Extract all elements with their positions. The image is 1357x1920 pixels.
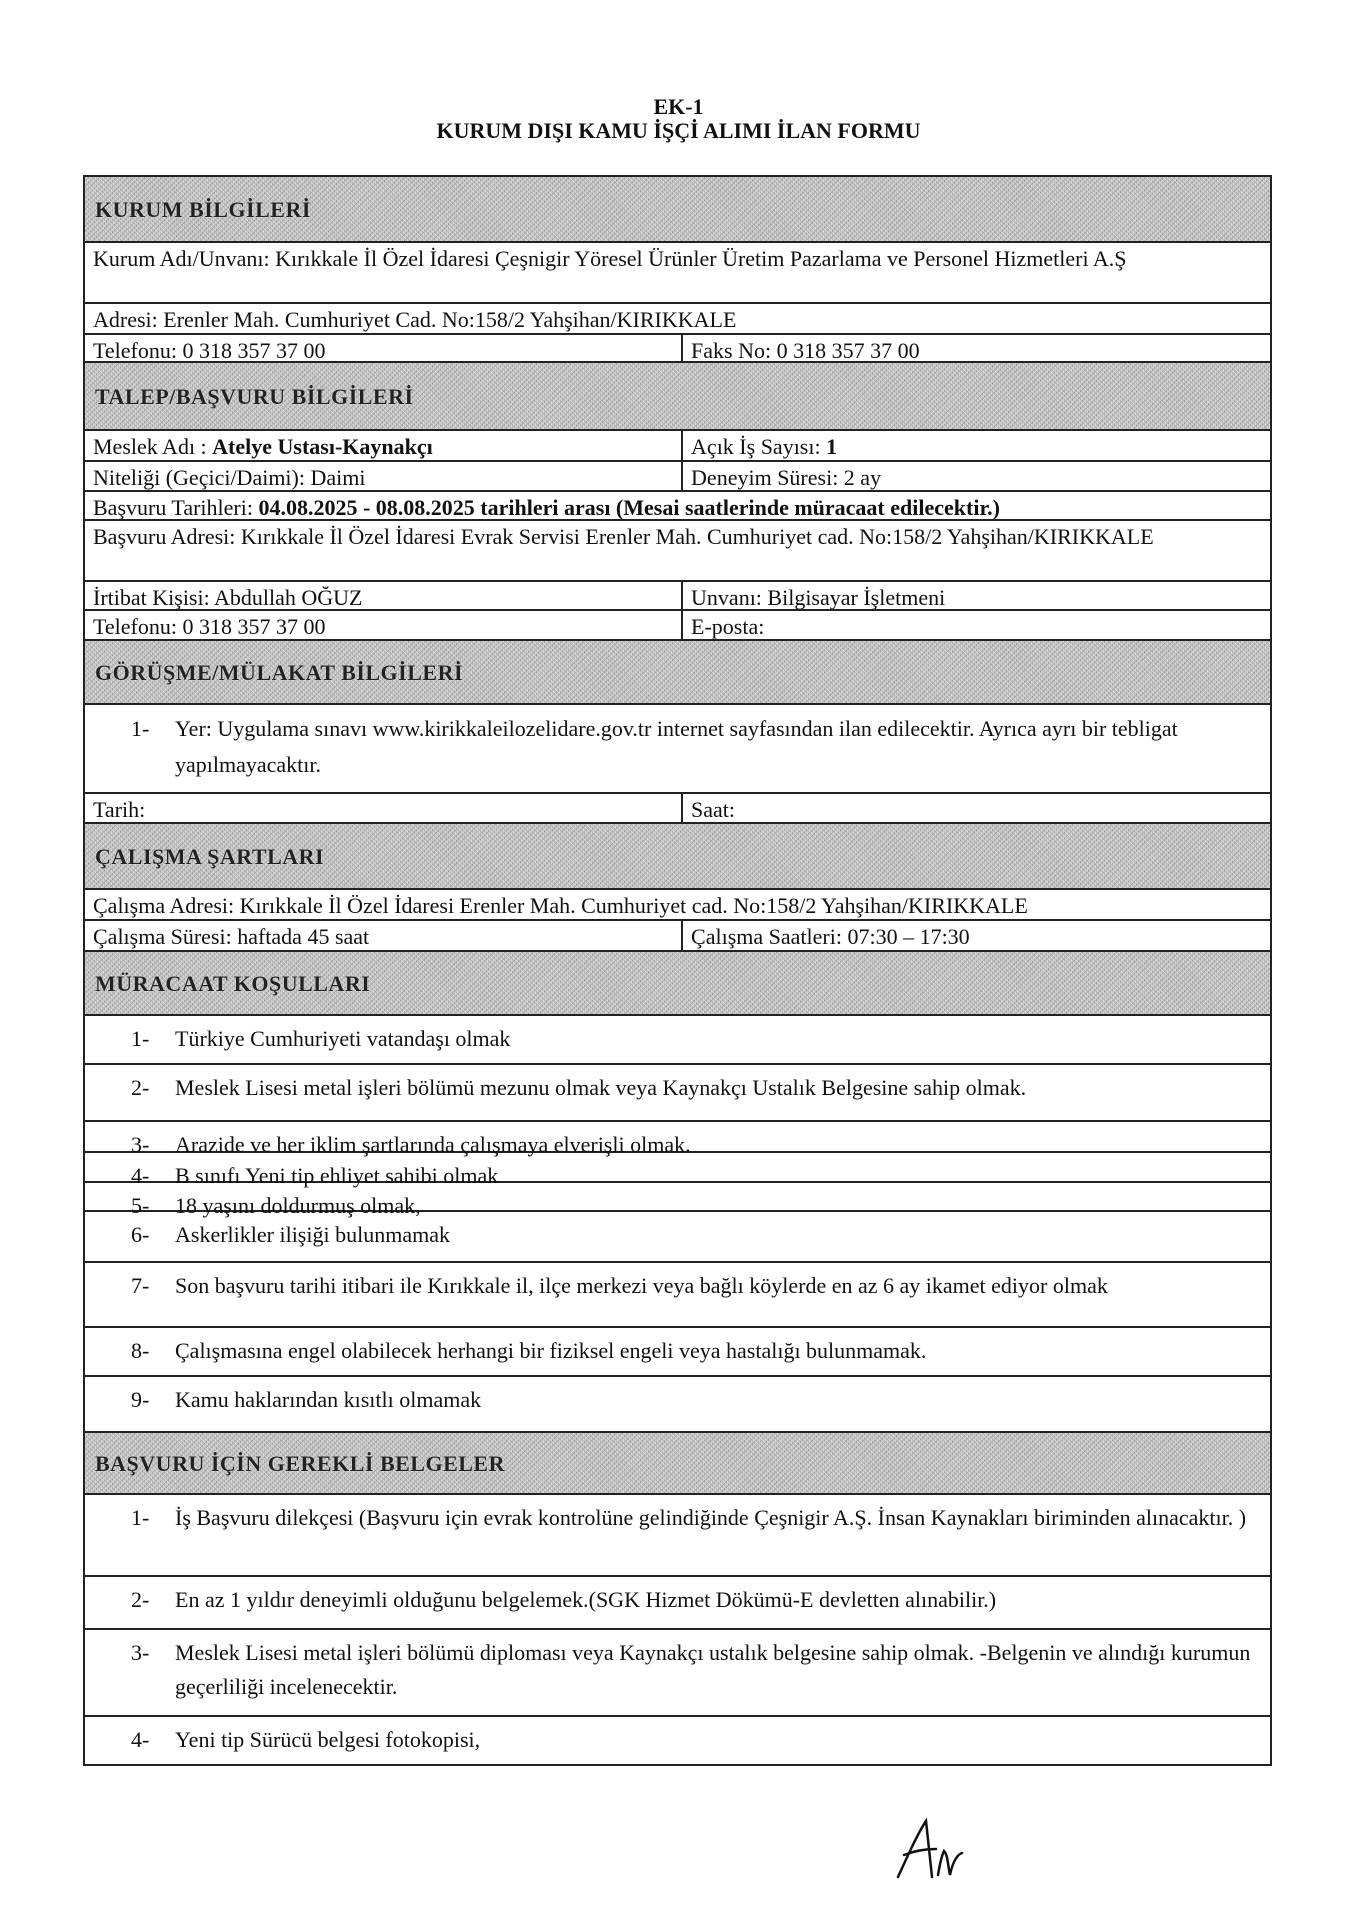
item-number: 6-: [131, 1222, 150, 1247]
kurum-faks: Faks No: 0 318 357 37 00: [681, 335, 1270, 361]
irtibat-telefon: Telefonu: 0 318 357 37 00: [93, 614, 326, 639]
gerekli-belge: [85, 1630, 1270, 1715]
muracaat-kosulu: [85, 1377, 1270, 1431]
item-text: Türkiye Cumhuriyeti vatandaşı olmak: [175, 1026, 511, 1051]
gorusme-yer: [85, 705, 1270, 792]
eposta: E-posta:: [681, 611, 1270, 639]
kurum-telefon: Telefonu: 0 318 357 37 00: [93, 338, 326, 361]
label: Meslek Adı :: [93, 434, 213, 459]
item-number: 2-: [131, 1587, 150, 1612]
item-text: Çalışmasına engel olabilecek herhangi bir fiziksel engeli veya hastalığı bulunmamak.: [175, 1338, 927, 1363]
item-text: Yer: Uygulama sınavı www.kirikkaleilozelidare.gov.tr internet sayfasından ilan edilecektir. Ayrıca ayrı bir tebligat yapılmayacaktır.: [175, 716, 1178, 777]
item-text: Kamu haklarından kısıtlı olmamak: [175, 1387, 482, 1412]
muracaat-kosulu: [85, 1212, 1270, 1261]
gorusme-saat: Saat:: [681, 794, 1270, 822]
muracaat-kosulu: [85, 1122, 1270, 1157]
form-title: KURUM DIŞI KAMU İŞÇİ ALIMI İLAN FORMU: [436, 118, 921, 143]
item-number: 3-: [131, 1640, 150, 1665]
item-number: 4-: [131, 1163, 150, 1188]
acik-is-sayisi: [681, 431, 1270, 460]
deneyim-suresi: Deneyim Süresi: 2 ay: [681, 462, 1270, 490]
item-number: 8-: [131, 1338, 150, 1363]
meslek-adi: [85, 431, 681, 460]
calisma-saatleri: Çalışma Saatleri: 07:30 – 17:30: [681, 921, 1270, 950]
item-text: Yeni tip Sürücü belgesi fotokopisi,: [175, 1727, 481, 1752]
item-number: 1-: [131, 716, 150, 741]
gorusme-tarih: Tarih:: [93, 797, 146, 822]
section-header-gorusme: [85, 641, 1270, 705]
item-number: 2-: [131, 1075, 150, 1100]
item-text: Meslek Lisesi metal işleri bölümü diploması veya Kaynakçı ustalık belgesine sahip olmak. -Belgenin ve alındığı kurumun geçerliliği incelenecektir.: [175, 1640, 1251, 1699]
calisma-adresi: Çalışma Adresi: Kırıkkale İl Özel İdaresi Erenler Mah. Cumhuriyet cad. No:158/2 Yahşihan/KIRIKKALE: [93, 893, 1028, 918]
muracaat-kosulu: [85, 1153, 1270, 1188]
muracaat-kosulu: [85, 1328, 1270, 1375]
item-number: 5-: [131, 1193, 150, 1218]
item-text: 18 yaşını doldurmuş olmak,: [175, 1193, 421, 1218]
item-number: 3-: [131, 1132, 150, 1157]
niteligi: Niteliği (Geçici/Daimi): Daimi: [93, 465, 366, 490]
section-header-belgeler: [85, 1433, 1270, 1495]
value: 1: [826, 434, 838, 459]
basvuru-adresi: Başvuru Adresi: Kırıkkale İl Özel İdaresi Evrak Servisi Erenler Mah. Cumhuriyet cad. No:158/2 Yahşihan/KIRIKKALE: [93, 524, 1154, 549]
value: 04.08.2025 - 08.08.2025 tarihleri arası (Mesai saatlerinde müracaat edilecektir.): [258, 495, 1001, 519]
item-text: Askerlikler ilişiği bulunmamak: [175, 1222, 450, 1247]
irtibat-kisisi: İrtibat Kişisi: Abdullah OĞUZ: [93, 585, 363, 609]
gerekli-belge: [85, 1717, 1270, 1764]
item-text: Son başvuru tarihi itibari ile Kırıkkale il, ilçe merkezi veya bağlı köylerde en az 6 ay ikamet ediyor olmak: [175, 1273, 1108, 1298]
signature: [890, 1815, 980, 1885]
calisma-suresi: Çalışma Süresi: haftada 45 saat: [93, 924, 370, 949]
gerekli-belge: [85, 1577, 1270, 1628]
item-text: Meslek Lisesi metal işleri bölümü mezunu olmak veya Kaynakçı Ustalık Belgesine sahip olmak.: [175, 1075, 1027, 1100]
muracaat-kosulu: [85, 1016, 1270, 1063]
item-text: Arazide ve her iklim şartlarında çalışmaya elverişli olmak.: [175, 1132, 691, 1157]
item-number: 1-: [131, 1026, 150, 1051]
item-number: 9-: [131, 1387, 150, 1412]
kurum-adi: Kurum Adı/Unvanı: Kırıkkale İl Özel İdaresi Çeşnigir Yöresel Ürünler Üretim Pazarlama ve Personel Hizmetleri A.Ş: [93, 246, 1127, 271]
section-title: TALEP/BAŞVURU BİLGİLERİ: [95, 383, 414, 409]
section-header-calisma: [85, 824, 1270, 890]
value: Atelye Ustası-Kaynakçı: [212, 434, 433, 459]
label: Başvuru Tarihleri:: [93, 495, 259, 519]
muracaat-kosulu: [85, 1183, 1270, 1218]
section-header-muracaat: [85, 952, 1270, 1016]
muracaat-kosulu: [85, 1263, 1270, 1326]
section-title: GÖRÜŞME/MÜLAKAT BİLGİLERİ: [95, 659, 464, 685]
section-title: BAŞVURU İÇİN GEREKLİ BELGELER: [95, 1450, 505, 1476]
label: Açık İş Sayısı:: [691, 434, 827, 459]
item-number: 4-: [131, 1727, 150, 1752]
item-text: En az 1 yıldır deneyimli olduğunu belgelemek.(SGK Hizmet Dökümü-E devletten alınabilir.): [175, 1587, 997, 1612]
section-title: ÇALIŞMA ŞARTLARI: [95, 843, 325, 869]
section-header-kurum: [85, 177, 1270, 243]
item-text: İş Başvuru dilekçesi (Başvuru için evrak kontrolüne gelindiğinde Çeşnigir A.Ş. İnsan Kaynakları biriminden alınacaktır. ): [175, 1505, 1247, 1530]
job-posting-form: [83, 175, 1272, 1766]
item-text: B sınıfı Yeni tip ehliyet sahibi olmak: [175, 1163, 499, 1188]
section-title: KURUM BİLGİLERİ: [95, 196, 311, 222]
muracaat-kosulu: [85, 1065, 1270, 1120]
basvuru-tarihleri: [85, 492, 1270, 519]
section-title: MÜRACAAT KOŞULLARI: [95, 970, 371, 996]
section-header-talep: [85, 363, 1270, 431]
annex-label: EK-1: [653, 94, 704, 119]
item-number: 7-: [131, 1273, 150, 1298]
item-number: 1-: [131, 1505, 150, 1530]
unvan: Unvanı: Bilgisayar İşletmeni: [681, 582, 1270, 609]
kurum-adres: Adresi: Erenler Mah. Cumhuriyet Cad. No:158/2 Yahşihan/KIRIKKALE: [93, 307, 737, 332]
gerekli-belge: [85, 1495, 1270, 1575]
